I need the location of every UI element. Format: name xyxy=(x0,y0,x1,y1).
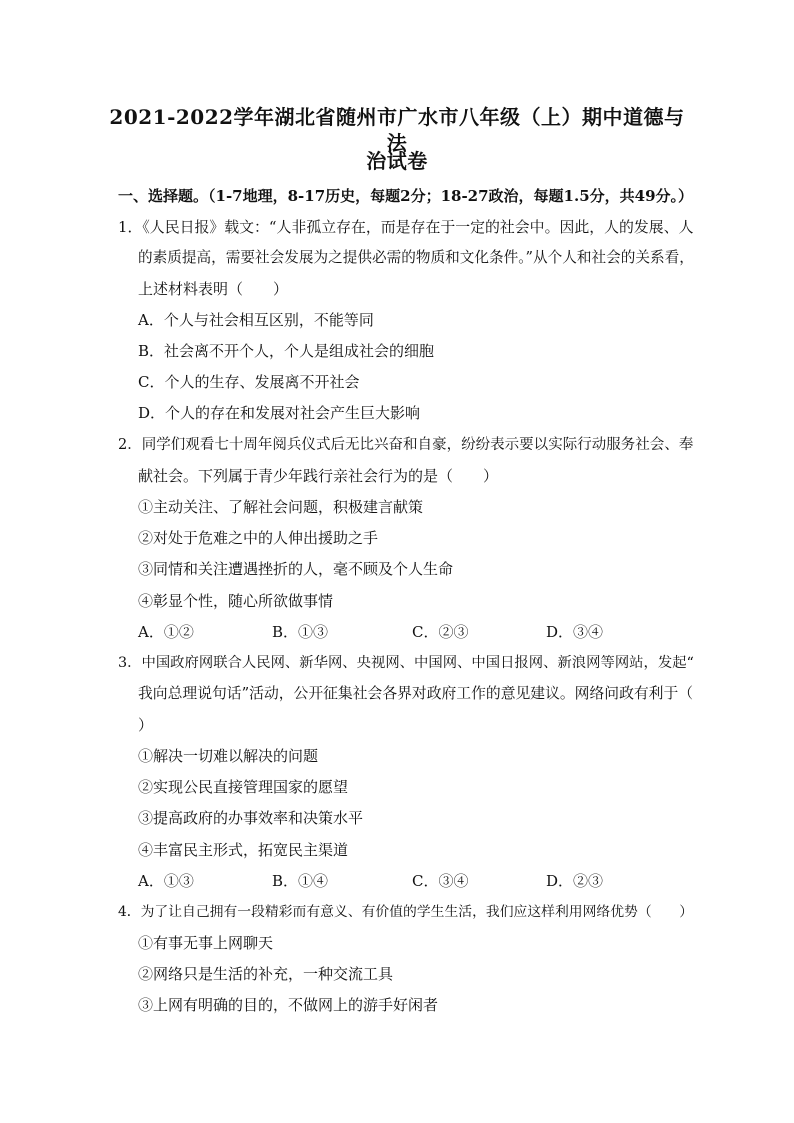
q3-statement-1: ①解决一切难以解决的问题 xyxy=(138,747,319,765)
exam-title-line-1: 2021-2022学年湖北省随州市广水市八年级（上）期中道德与法 xyxy=(109,105,685,155)
q1-option-b: B．社会离不开个人，个人是组成社会的细胞 xyxy=(138,342,435,360)
q3-option-a: A．①③ xyxy=(138,872,194,890)
q3-options xyxy=(0,871,794,891)
q2-statement-4: ④彰显个性，随心所欲做事情 xyxy=(138,592,334,610)
q2-options xyxy=(0,622,794,642)
q2-statement-3: ③同情和关注遭遇挫折的人，毫不顾及个人生命 xyxy=(138,560,454,578)
q4-statement-3: ③上网有明确的目的，不做网上的游手好闲者 xyxy=(138,996,439,1014)
q4-statement-1: ①有事无事上网聊天 xyxy=(138,934,274,952)
q4-statement-2: ②网络只是生活的补充，一种交流工具 xyxy=(138,965,394,983)
q2-option-d: D．③④ xyxy=(546,623,604,641)
q3-stem-line-1: 3．中国政府网联合人民网、新华网、央视网、中国网、中国日报网、新浪网等网站，发起“ xyxy=(118,655,694,671)
q3-option-c: C．③④ xyxy=(412,872,469,890)
q3-stem-line-3: ） xyxy=(138,716,154,734)
q2-option-a: A．①② xyxy=(138,623,194,641)
q4-stem-line-1: 4．为了让自己拥有一段精彩而有意义、有价值的学生生活，我们应这样利用网络优势（ ） xyxy=(118,904,694,920)
q1-option-d: D．个人的存在和发展对社会产生巨大影响 xyxy=(138,404,421,422)
q3-statement-3: ③提高政府的办事效率和决策水平 xyxy=(138,809,364,827)
q2-stem-line-1: 2．同学们观看七十周年阅兵仪式后无比兴奋和自豪，纷纷表示要以实际行动服务社会、奉 xyxy=(118,437,694,453)
q2-statement-1: ①主动关注、了解社会问题，积极建言献策 xyxy=(138,498,424,516)
q2-option-c: C．②③ xyxy=(412,623,469,641)
q1-stem-line-1: 1．《人民日报》载文：“人非孤立存在，而是存在于一定的社会中。因此，人的发展、人 xyxy=(118,218,694,236)
q1-stem-line-3: 上述材料表明（ ） xyxy=(138,280,289,298)
q3-statement-2: ②实现公民直接管理国家的愿望 xyxy=(138,778,349,796)
q2-statement-2: ②对处于危难之中的人伸出援助之手 xyxy=(138,529,379,547)
section-heading: 一、选择题。（1-7地理，8-17历史，每题2分；18-27政治，每题1.5分，共49分。） xyxy=(118,187,694,205)
q2-option-b: B．①③ xyxy=(272,623,329,641)
q1-option-a: A．个人与社会相互区别，不能等同 xyxy=(138,311,374,329)
q3-stem-line-2: 我向总理说句话”活动，公开征集社会各界对政府工作的意见建议。网络问政有利于（ xyxy=(138,685,694,702)
q3-option-d: D．②③ xyxy=(546,872,604,890)
q3-option-b: B．①④ xyxy=(272,872,329,890)
q2-stem-line-2: 献社会。下列属于青少年践行亲社会行为的是（ ） xyxy=(138,467,499,485)
q1-option-c: C．个人的生存、发展离不开社会 xyxy=(138,373,360,391)
exam-title-line-2: 治试卷 xyxy=(366,149,428,173)
q1-stem-line-2: 的素质提高，需要社会发展为之提供必需的物质和文化条件。”从个人和社会的关系看， xyxy=(138,249,694,266)
q3-statement-4: ④丰富民主形式，拓宽民主渠道 xyxy=(138,841,349,859)
